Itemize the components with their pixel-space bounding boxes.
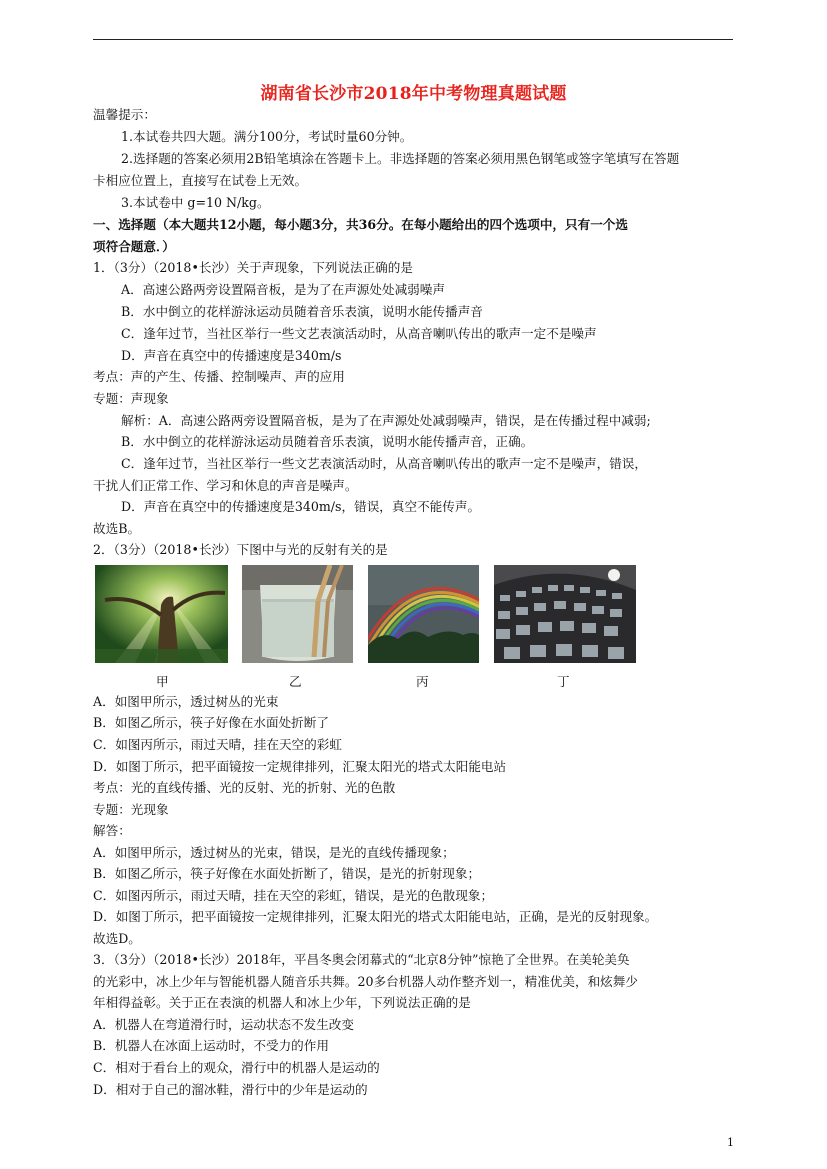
answer: 故选D。 [93, 931, 141, 946]
notice-item: 3.本试卷中 g=10 N/kg。 [121, 195, 270, 210]
jieda: 解答： [93, 823, 131, 838]
option: B．水中倒立的花样游泳运动员随着音乐表演，说明水能传播声音 [121, 304, 483, 319]
header-rule [93, 39, 733, 40]
forest-light-image [95, 565, 228, 663]
image-caption: 乙 [289, 674, 302, 689]
option: B．如图乙所示，筷子好像在水面处折断了 [93, 715, 329, 730]
analysis-line: C．如图丙所示，雨过天晴，挂在天空的彩虹，错误，是光的色散现象； [93, 888, 494, 903]
analysis-line: D．如图丁所示，把平面镜按一定规律排列，汇聚太阳光的塔式太阳能电站，正确，是光的反射现象。 [93, 909, 658, 924]
option: A．高速公路两旁设置隔音板，是为了在声源处处减弱噪声 [121, 282, 445, 297]
answer: 故选B。 [93, 521, 141, 536]
analysis-line: C．逢年过节，当社区举行一些文艺表演活动时，从高音喇叭传出的歌声一定不是噪声，错误， [121, 456, 647, 471]
option: D．如图丁所示，把平面镜按一定规律排列，汇聚太阳光的塔式太阳能电站 [93, 759, 507, 774]
question-stem: 的光彩中，冰上少年与智能机器人随音乐共舞。20多台机器人动作整齐划一，精准优美，和炫舞少 [93, 974, 638, 989]
page-title: 湖南省长沙市2018年中考物理真题试题 [260, 84, 567, 104]
section-heading: 项符合题意．） [93, 239, 175, 254]
kaodian: 考点：声的产生、传播、控制噪声、声的应用 [93, 369, 345, 384]
analysis-line: D．声音在真空中的传播速度是340m/s，错误，真空不能传声。 [121, 499, 481, 514]
image-caption: 甲 [156, 674, 169, 689]
option: A．如图甲所示，透过树丛的光束 [93, 694, 279, 709]
image-caption: 丁 [557, 674, 570, 689]
question-stem: 2．（3分）（2018•长沙）下图中与光的反射有关的是 [93, 542, 388, 557]
analysis-line: B．如图乙所示，筷子好像在水面处折断了，错误，是光的折射现象； [93, 866, 481, 881]
notice-item: 1.本试卷共四大题。满分100分，考试时量60分钟。 [121, 129, 413, 144]
notice-item: 卡相应位置上，直接写在试卷上无效。 [93, 173, 308, 188]
image-caption: 丙 [416, 674, 429, 689]
option: A．机器人在弯道滑行时，运动状态不发生改变 [93, 1017, 354, 1032]
notice-item: 2.选择题的答案必须用2B铅笔填涂在答题卡上。非选择题的答案必须用黑色钢笔或签字笔填写在答题 [121, 151, 680, 166]
option: C．如图丙所示，雨过天晴，挂在天空的彩虹 [93, 737, 342, 752]
zhuanti: 专题：光现象 [93, 802, 169, 817]
option: C．逢年过节，当社区举行一些文艺表演活动时，从高音喇叭传出的歌声一定不是噪声 [121, 326, 597, 341]
analysis-line: 解析：A．高速公路两旁设置隔音板，是为了在声源处处减弱噪声，错误，是在传播过程中减弱; [121, 413, 651, 428]
question-stem: 3．（3分）（2018•长沙）2018年，平昌冬奥会闭幕式的“北京8分钟”惊艳了全世界。在美轮美奂 [93, 952, 630, 967]
analysis-line: 干扰人们正常工作、学习和休息的声音是噪声。 [93, 478, 358, 493]
kaodian: 考点：光的直线传播、光的反射、光的折射、光的色散 [93, 780, 396, 795]
question-stem: 1．（3分）（2018•长沙）关于声现象，下列说法正确的是 [93, 260, 413, 275]
notice-heading: 温馨提示： [93, 107, 156, 122]
option: B．机器人在冰面上运动时，不受力的作用 [93, 1038, 329, 1053]
analysis-line: A．如图甲所示，透过树丛的光束，错误，是光的直线传播现象； [93, 845, 455, 860]
option: C．相对于看台上的观众，滑行中的机器人是运动的 [93, 1060, 380, 1075]
section-heading: 一、选择题（本大题共12小题，每小题3分，共36分。在每小题给出的四个选项中，只有一个选 [93, 217, 628, 232]
zhuanti: 专题：声现象 [93, 391, 169, 406]
page-number: 1 [727, 1136, 734, 1149]
analysis-line: B．水中倒立的花样游泳运动员随着音乐表演，说明水能传播声音，正确。 [121, 434, 534, 449]
chopstick-in-water-image [242, 565, 353, 663]
rainbow-image [368, 565, 479, 663]
option: D．相对于自己的溜冰鞋，滑行中的少年是运动的 [93, 1082, 368, 1097]
solar-tower-image [494, 565, 636, 663]
question-stem: 年相得益彰。关于正在表演的机器人和冰上少年，下列说法正确的是 [93, 995, 471, 1010]
option: D．声音在真空中的传播速度是340m/s [121, 348, 342, 363]
